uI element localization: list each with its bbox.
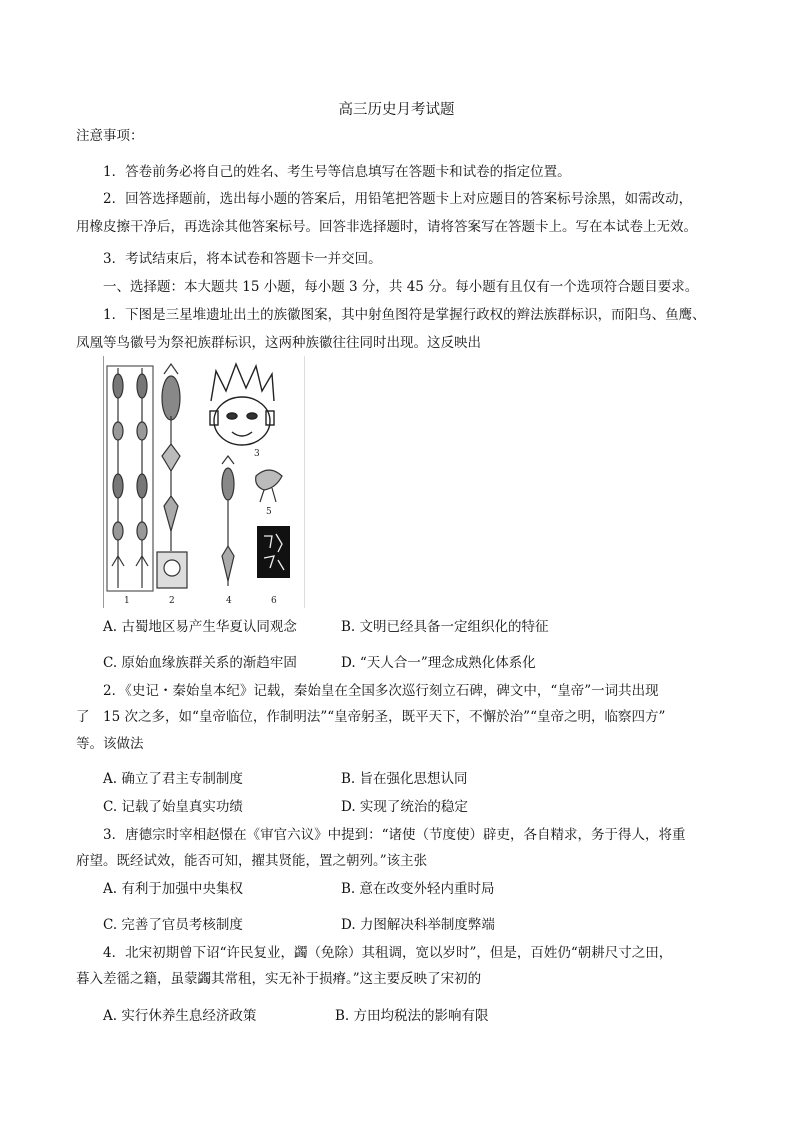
figure-label-4: 4: [226, 596, 232, 606]
q1-stem-line2: 凤凰等鸟徽号为祭祀族群标识，这两种族徽往往同时出现。这反映出: [76, 335, 481, 351]
notice-heading: 注意事项：: [76, 128, 144, 144]
q2-option-d: D. 实现了统治的稳定: [341, 799, 468, 815]
q3-option-a: A. 有利于加强中央集权: [103, 881, 243, 897]
q2-option-a: A. 确立了君主专制制度: [103, 771, 243, 787]
q3-option-d: D. 力图解决科举制度弊端: [341, 917, 495, 933]
section-heading: 一、选择题：本大题共 15 小题，每小题 3 分，共 45 分。每小题有且仅有一个选项符合题目要求。: [103, 279, 699, 295]
q3-stem-line1: 3．唐德宗时宰相赵憬在《审官六议》中提到：“诸使（节度使）辟吏，各自精求，务于得人，将重: [103, 827, 686, 843]
q2-option-b: B. 旨在强化思想认同: [341, 771, 468, 787]
q1-option-a: A. 古蜀地区易产生华夏认同观念: [103, 619, 297, 635]
q3-option-c: C. 完善了官员考核制度: [103, 917, 243, 933]
q2-stem-line3: 等。该做法: [76, 736, 144, 752]
sanxingdui-emblem-figure: [103, 356, 305, 608]
q1-stem-line1: 1．下图是三星堆遗址出土的族徽图案，其中射鱼图符是掌握行政权的辫法族群标识，而阳鸟、鱼鹰、: [103, 307, 706, 323]
emblem-illustration: [104, 356, 304, 608]
q4-option-b: B. 方田均税法的影响有限: [335, 1008, 489, 1024]
q1-option-b: B. 文明已经具备一定组织化的特征: [341, 619, 549, 635]
q4-stem-line2: 暮入差徭之籍，虽蒙蠲其常租，实无补于损瘠。”这主要反映了宋初的: [76, 971, 482, 987]
figure-label-5: 5: [266, 507, 272, 517]
q4-option-a: A. 实行休养生息经济政策: [103, 1008, 257, 1024]
q1-option-c: C. 原始血缘族群关系的渐趋牢固: [103, 655, 297, 671]
notice-2-line2: 用橡皮擦干净后，再选涂其他答案标号。回答非选择题时，请将答案写在答题卡上。写在本试卷上无效。: [76, 219, 697, 235]
q3-stem-line2: 府望。既经试效，能否可知，擢其贤能，置之朝列。”该主张: [76, 853, 428, 869]
notice-2-line1: 2．回答选择题前，选出每小题的答案后，用铅笔把答题卡上对应题目的答案标号涂黑，如需改动，: [103, 191, 693, 207]
figure-label-6: 6: [271, 596, 277, 606]
q2-option-c: C. 记载了始皇真实功绩: [103, 799, 243, 815]
notice-1: 1．答卷前务必将自己的姓名、考生号等信息填写在答题卡和试卷的指定位置。: [103, 164, 571, 180]
q2-stem-line1: 2．《史记・秦始皇本纪》记载，秦始皇在全国多次巡行刻立石碑，碑文中，“皇帝”一词共出现: [103, 683, 659, 699]
figure-label-3: 3: [254, 449, 260, 459]
q2-stem-line2: 了 15 次之多，如“皇帝临位，作制明法”“皇帝躬圣，既平天下，不懈於治”“皇帝之明，临察四方”: [76, 709, 666, 725]
figure-label-1: 1: [124, 596, 130, 606]
figure-label-2: 2: [169, 596, 175, 606]
q4-stem-line1: 4．北宋初期曾下诏“许民复业，蠲（免除）其租调，宽以岁时”，但是，百姓仍“朝耕尺寸之田，: [103, 945, 673, 961]
page-title: 高三历史月考试题: [338, 102, 455, 118]
notice-3: 3．考试结束后，将本试卷和答题卡一并交回。: [103, 251, 382, 267]
q1-option-d: D. “天人合一”理念成熟化体系化: [341, 655, 536, 671]
q3-option-b: B. 意在改变外轻内重时局: [341, 881, 495, 897]
